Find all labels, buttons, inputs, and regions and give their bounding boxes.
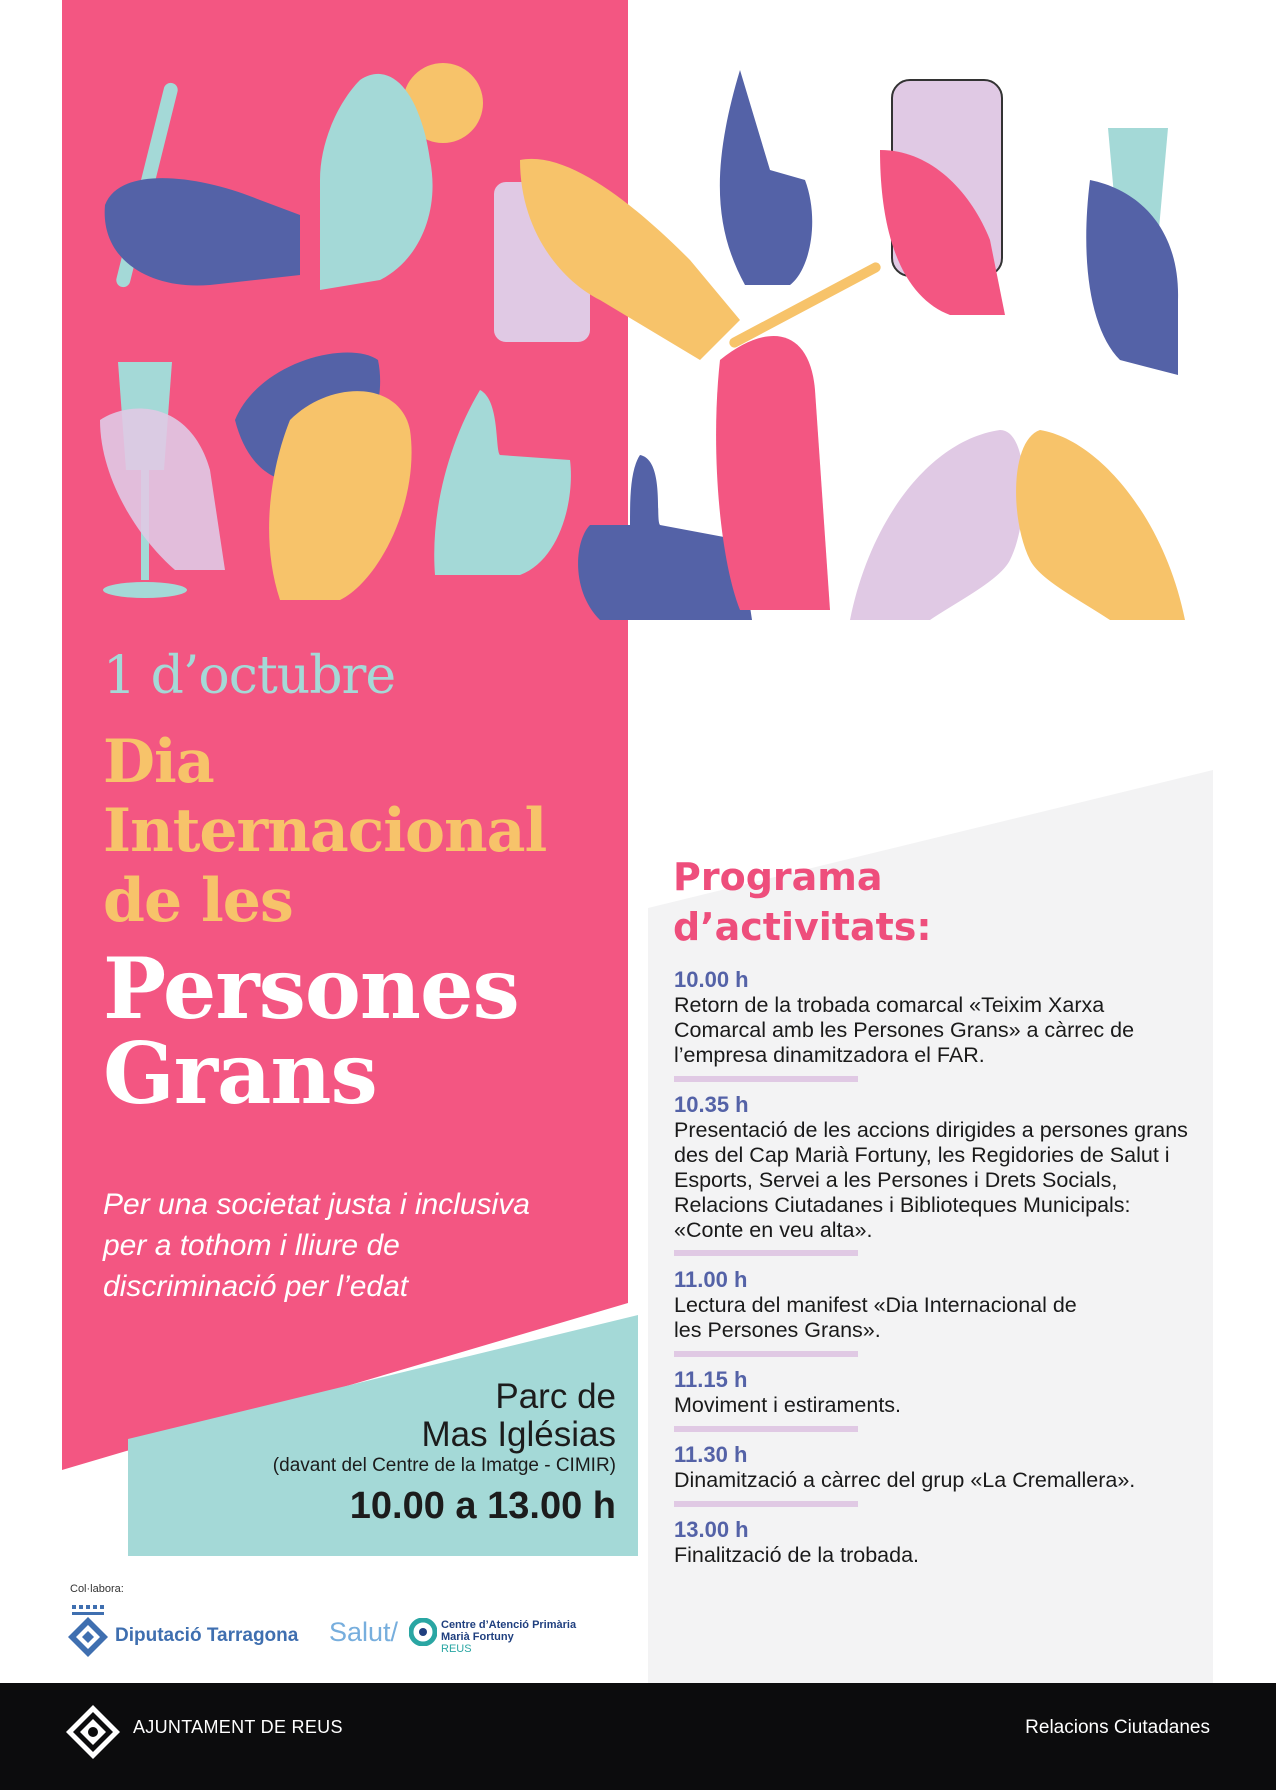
program-separator [674,1426,858,1432]
program-item [674,1092,1194,1243]
program-item-desc: Moviment i estiraments. [674,1393,902,1417]
diputacio-name: Diputació Tarragona [115,1625,299,1646]
venue-hours: 10.00 a 13.00 h [349,1485,616,1527]
program-title-line1: Programa [673,855,883,899]
collaborators-label: Col·labora: [70,1583,124,1595]
tagline: Per una societat justa i inclusiva per a tothom i lliure de discriminació per l’edat [103,1188,530,1303]
program-item-desc: Retorn de la trobada comarcal «Teixim Xarxa Comarcal amb les Persones Grans» a càrrec de l’empresa dinamitzadora el FAR. [674,993,1135,1067]
glass-in-hand-illustration [1086,128,1178,375]
title-line-de-les: de les [103,866,293,936]
salut-logo-text: Salut/ [329,1617,399,1647]
event-date: 1 d’octubre [103,646,396,706]
program-item-time: 11.00 h [674,1267,748,1292]
phone-in-hand-illustration [880,80,1005,315]
cap-line3: REUS [441,1643,472,1655]
title-line-grans: Grans [103,1024,377,1123]
venue-address: (davant del Centre de la Imatge - CIMIR) [272,1455,616,1476]
program-separator [674,1501,858,1507]
program-item [674,1517,1194,1568]
cap-logo-icon [409,1618,437,1646]
venue-line1: Parc de [495,1377,616,1416]
program-item-desc: Lectura del manifest «Dia Internacional de les Persones Grans». [674,1293,1077,1342]
hand-with-pencil-illustration [716,261,882,610]
crossed-fingers-illustration [720,70,812,285]
program-item-desc: Presentació de les accions dirigides a persones grans des del Cap Marià Fortuny, les Regidories de Salut i Esports, Servei a les Persones i Drets Socials, Relacions Ciutadanes i Biblioteques Municipals: «Conte en veu alta». [674,1118,1188,1242]
title-line-internacional: Internacional [103,796,547,866]
footer-ajuntament: AJUNTAMENT DE REUS [133,1717,343,1737]
reus-shield-icon [64,1703,122,1761]
cap-name [441,1619,576,1655]
venue-line2: Mas Iglésias [421,1415,616,1454]
program-item-desc: Dinamització a càrrec del grup «La Cremallera». [674,1468,1136,1492]
program-item [674,1442,1194,1493]
program-item [674,1267,1194,1343]
program-item-time: 13.00 h [674,1517,749,1542]
title-line-persones: Persones [103,939,519,1038]
program-item-desc: Finalització de la trobada. [674,1543,920,1567]
program-item-time: 10.35 h [674,1092,749,1117]
program-item [674,1367,1194,1418]
program-separator [674,1076,858,1082]
diputacio-logo-icon [66,1603,110,1657]
title-line-dia: Dia [103,727,214,797]
program-item-time: 10.00 h [674,967,749,992]
program-separator [674,1351,858,1357]
program-title-line2: d’activitats: [673,905,932,949]
program-title [673,852,932,952]
program-item-time: 11.30 h [674,1442,748,1467]
cap-line2: Marià Fortuny [441,1631,514,1643]
program-item [674,967,1194,1068]
cap-line1: Centre d’Atenció Primària [441,1619,577,1631]
footer-department: Relacions Ciutadanes [1025,1717,1210,1738]
program-separator [674,1250,858,1256]
heart-hands-illustration [850,430,1185,620]
program-item-time: 11.15 h [674,1367,748,1392]
